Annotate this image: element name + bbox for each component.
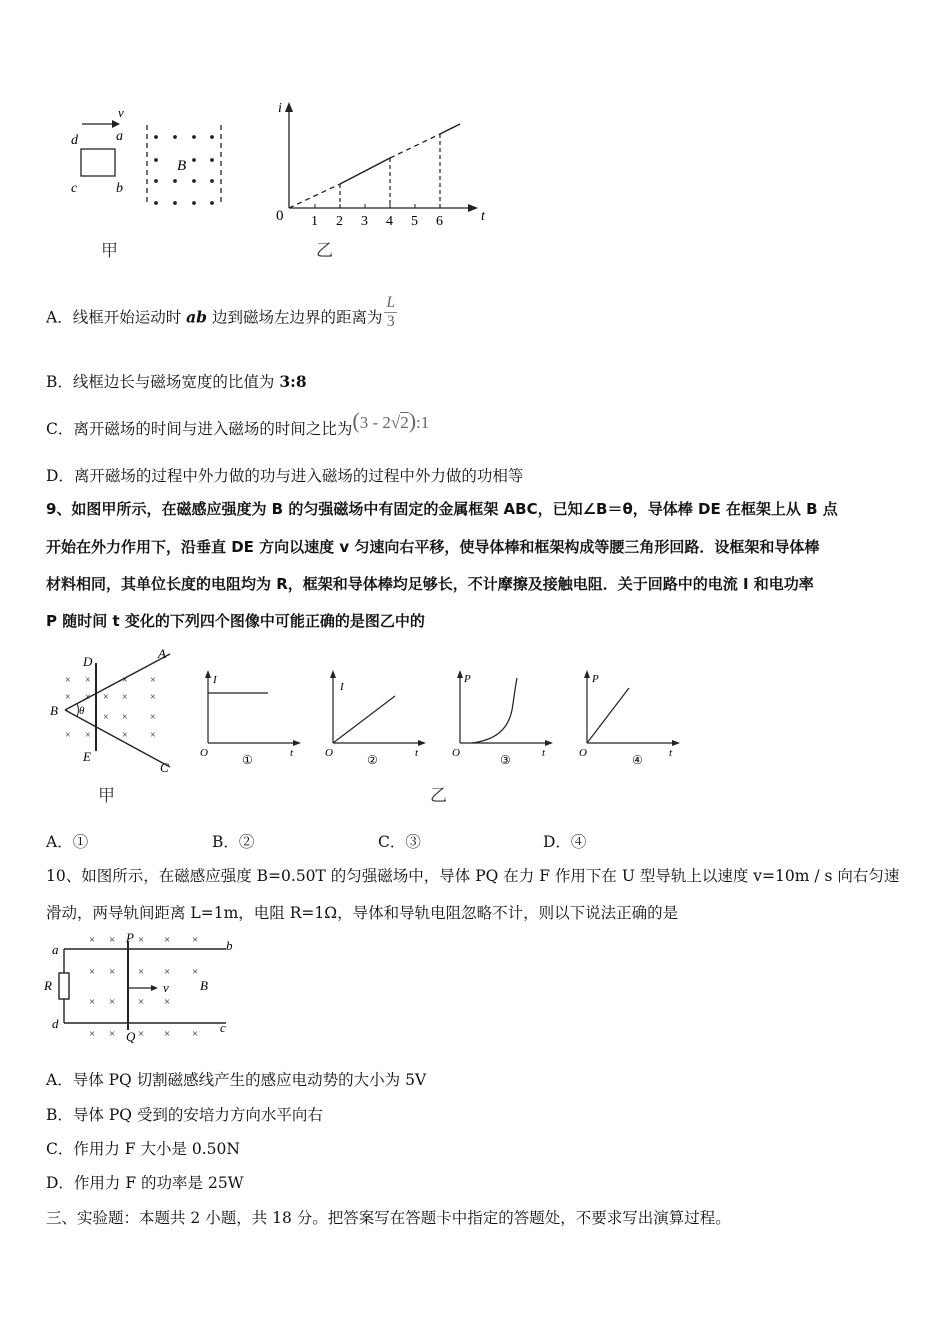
svg-text:a: a <box>52 942 59 957</box>
q9-option-b: B．② <box>212 833 255 851</box>
label-d: d <box>71 133 78 148</box>
origin-0: 0 <box>276 208 284 224</box>
svg-text:×: × <box>89 996 96 1008</box>
tick-6: 6 <box>436 214 443 229</box>
tick-4: 4 <box>386 214 393 229</box>
field-crosses <box>89 934 198 1040</box>
svg-text:×: × <box>164 934 171 946</box>
label-c: c <box>71 181 78 196</box>
svg-text:×: × <box>138 996 145 1008</box>
svg-text:×: × <box>122 712 128 723</box>
q9-figure-jia <box>45 645 185 775</box>
svg-text:×: × <box>85 692 91 703</box>
label-B: B <box>50 703 58 718</box>
svg-text:B: B <box>200 978 208 993</box>
svg-text:×: × <box>103 692 109 703</box>
q9-stem-line2: 开始在外力作用下，沿垂直 DE 方向以速度 v 匀速向右平移，使导体棒和框架构成等腰三角形回路．设框架和导体棒 <box>46 538 820 556</box>
q10-stem-line1: 10、如图所示，在磁感应强度 B=0.50T 的匀强磁场中，导体 PQ 在力 F 作用下在 U 型导轨上以速度 v=10m / s 向右匀速 <box>46 867 900 885</box>
q8-option-b: B．线框边长与磁场宽度的比值为 3:8 <box>46 372 307 391</box>
q9-jia-label: 甲 <box>98 786 115 806</box>
q9-graph-1 <box>198 668 308 768</box>
q9-option-a: A．① <box>46 833 89 851</box>
svg-text:×: × <box>89 934 96 946</box>
q10-option-d: D．作用力 F 的功率是 25W <box>46 1174 244 1192</box>
svg-text:×: × <box>109 934 116 946</box>
svg-text:×: × <box>122 675 128 686</box>
tick-2: 2 <box>336 214 343 229</box>
svg-text:t: t <box>290 747 294 759</box>
svg-text:×: × <box>192 1028 199 1040</box>
svg-text:Q: Q <box>126 1029 136 1044</box>
label-b: b <box>116 181 123 196</box>
axis-t: t <box>481 209 485 224</box>
q10-option-a: A．导体 PQ 切割磁感线产生的感应电动势的大小为 5V <box>46 1071 427 1089</box>
q10-stem-line2: 滑动，两导轨间距离 L=1m，电阻 R=1Ω，导体和导轨电阻忽略不计，则以下说法正确的是 <box>46 904 679 922</box>
svg-text:③: ③ <box>500 753 511 767</box>
svg-text:R: R <box>44 978 52 993</box>
label-theta: θ <box>79 705 85 717</box>
svg-text:④: ④ <box>632 753 643 767</box>
q9-graph-3 <box>450 668 560 768</box>
svg-text:×: × <box>65 692 71 703</box>
label-a: a <box>116 129 123 144</box>
q8-jia-label: 甲 <box>101 241 118 261</box>
label-E: E <box>83 749 91 764</box>
svg-text:P: P <box>464 673 471 685</box>
svg-text:×: × <box>122 730 128 741</box>
svg-text:×: × <box>109 996 116 1008</box>
svg-text:②: ② <box>367 753 378 767</box>
svg-text:×: × <box>164 996 171 1008</box>
svg-text:×: × <box>109 966 116 978</box>
svg-text:I: I <box>340 681 344 693</box>
fraction-L-over-3: $\frac{L}{3}$ <box>386 294 396 330</box>
svg-text:×: × <box>85 675 91 686</box>
q9-option-c: C．③ <box>378 833 421 851</box>
q10-option-b: B．导体 PQ 受到的安培力方向水平向右 <box>46 1106 323 1124</box>
svg-text:b: b <box>226 938 233 953</box>
q8-option-c: C．离开磁场的时间与进入磁场的时间之比为(3 - 2√2):1 <box>46 408 430 438</box>
label-D: D <box>83 654 93 669</box>
wire-frame <box>81 149 115 176</box>
q9-stem-line1: 9、如图甲所示，在磁感应强度为 B 的匀强磁场中有固定的金属框架 ABC，已知∠B＝θ，导体棒 DE 在框架上从 B 点 <box>46 500 838 518</box>
svg-text:O: O <box>579 747 587 759</box>
q8-figure-yi <box>270 98 500 233</box>
svg-text:×: × <box>150 675 156 686</box>
svg-text:I: I <box>213 674 217 686</box>
svg-text:v: v <box>163 980 169 995</box>
resistor-R <box>59 973 69 999</box>
svg-text:d: d <box>52 1016 59 1031</box>
svg-text:①: ① <box>242 753 253 767</box>
label-B: B <box>177 158 187 174</box>
q8-option-d: D．离开磁场的过程中外力做的功与进入磁场的过程中外力做的功相等 <box>46 467 524 485</box>
q8-option-a: A．线框开始运动时 ab 边到磁场左边界的距离为 $\frac{L}{3}$ <box>46 294 396 330</box>
svg-text:×: × <box>65 675 71 686</box>
svg-text:×: × <box>89 1028 96 1040</box>
svg-text:O: O <box>325 747 333 759</box>
label-C: C <box>160 760 169 775</box>
svg-text:×: × <box>150 712 156 723</box>
svg-text:t: t <box>669 747 673 759</box>
q8-figure-jia <box>60 100 240 220</box>
q9-stem-line4: P 随时间 t 变化的下列四个图像中可能正确的是图乙中的 <box>46 612 425 630</box>
svg-text:×: × <box>138 934 145 946</box>
q10-option-c: C．作用力 F 大小是 0.50N <box>46 1140 240 1158</box>
svg-text:O: O <box>200 747 208 759</box>
ratio-expression: (3 - 2√2):1 <box>352 408 430 433</box>
label-A: A <box>158 646 166 661</box>
svg-text:×: × <box>138 966 145 978</box>
svg-text:P: P <box>126 930 134 945</box>
svg-text:×: × <box>150 692 156 703</box>
svg-text:×: × <box>164 966 171 978</box>
section-3-heading: 三、实验题：本题共 2 小题，共 18 分。把答案写在答题卡中指定的答题处，不要求写出演算过程。 <box>46 1209 731 1227</box>
svg-text:t: t <box>415 747 419 759</box>
q9-graph-2 <box>323 668 433 768</box>
svg-text:×: × <box>65 730 71 741</box>
svg-text:×: × <box>138 1028 145 1040</box>
svg-text:t: t <box>542 747 546 759</box>
svg-text:×: × <box>103 712 109 723</box>
svg-text:×: × <box>85 730 91 741</box>
q9-yi-label: 乙 <box>430 786 447 806</box>
tick-3: 3 <box>361 214 368 229</box>
q10-figure <box>40 928 240 1046</box>
svg-text:×: × <box>150 730 156 741</box>
svg-text:c: c <box>220 1020 226 1035</box>
svg-text:×: × <box>192 934 199 946</box>
q8-yi-label: 乙 <box>316 241 333 261</box>
q9-stem-line3: 材料相同，其单位长度的电阻均为 R，框架和导体棒均足够长，不计摩擦及接触电阻．关于回路中的电流 I 和电功率 <box>46 575 814 593</box>
q9-graph-4 <box>577 668 687 768</box>
svg-text:×: × <box>109 1028 116 1040</box>
svg-text:P: P <box>592 673 599 685</box>
svg-text:O: O <box>452 747 460 759</box>
svg-text:×: × <box>122 692 128 703</box>
label-v: v <box>118 105 124 120</box>
axis-i: i <box>278 101 282 116</box>
svg-text:×: × <box>164 1028 171 1040</box>
svg-text:×: × <box>192 966 199 978</box>
svg-text:×: × <box>89 966 96 978</box>
tick-5: 5 <box>411 214 418 229</box>
q9-option-d: D．④ <box>543 833 587 851</box>
tick-1: 1 <box>311 214 318 229</box>
